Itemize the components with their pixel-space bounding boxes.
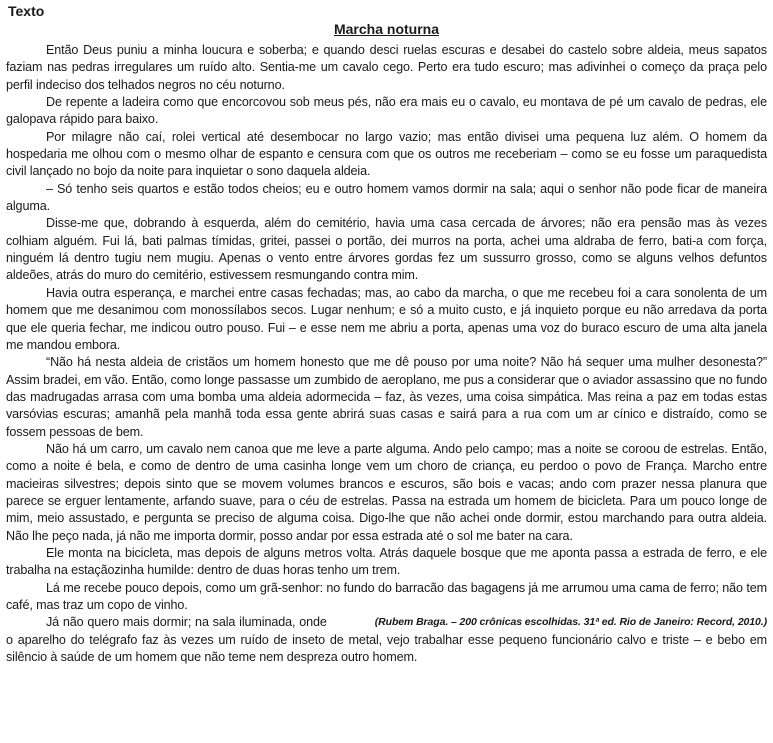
paragraph: Por milagre não caí, rolei vertical até desembocar no largo vazio; mas então divisei uma pequena luz além. O homem da hospedaria me olhou com o mesmo olhar de espanto e censura com que os outros me receberiam – como se eu fosse um paraquedista civil lançado no bojo da noite para inquietar o sono daquela aldeia. — [6, 129, 767, 179]
paragraph: Então Deus puniu a minha loucura e soberba; e quando desci ruelas escuras e desabei do castelo sobre aldeia, meus sapatos faziam nas pedras irregulares um ruído alto. Sentia-me um cavalo cego. Perto era tudo escuro; mas adivinhei o começo da praça pelo perfil indeciso dos telhados negros no céu noturno. — [6, 43, 767, 92]
paragraph-last — [6, 614, 767, 666]
paragraph: De repente a ladeira como que encorcovou sob meus pés, não era mais eu o cavalo, eu montava de pé um cavalo de pedras, ele galopava rápido para baixo. — [6, 95, 767, 127]
paragraph-last-text: Já não quero mais dormir; na sala iluminada, onde o aparelho do telégrafo faz às vezes um ruído de inseto de metal, vejo trabalhar esse pequeno funcionário calvo e triste – e bebo em silêncio à saúde de um homem que não teme nem despreza outro homem. — [6, 615, 767, 665]
paragraph: “Não há nesta aldeia de cristãos um homem honesto que me dê pouso por uma noite? Não há sequer uma mulher desonesta?” Assim bradei, em vão. Então, como longe passasse um zumbido de aeroplano, me pus a considerar que o aviador assassino que no fundo das madrugadas arrasa com uma bomba uma aldeia adormecida – faz, às vezes, uma coisa simpática. Mas reina a paz em todas estas varsóvias escuras; amanhã pela manhã toda essa gente abrirá suas casas e sairá para a rua com um ar cínico e distraído, como se fossem pessoas de bem. — [6, 355, 767, 439]
paragraph: Ele monta na bicicleta, mas depois de alguns metros volta. Atrás daquele bosque que me aponta passa a estrada de ferro, e ele trabalha na estaçãozinha humilde: dentro de duas horas tenho um trem. — [6, 545, 767, 578]
section-label: Texto — [8, 3, 45, 19]
paragraph: Não há um carro, um cavalo nem canoa que me leve a parte alguma. Ando pelo campo; mas a noite se coroou de estrelas. Então, como a noite é bela, e como de dentro de uma casinha longe vem um choro de criança, eu perdoo o povo de França. Marcho entre macieiras silvestres; depois sinto que se movem volumes brancos e escuros, são bois e vacas; ando com prazer nessa planura que parece se erguer lentamente, arfando suave, para o céu de estrelas. Passa na estrada um homem de bicicleta. Para um pouco longe de mim, meio assustado, e pergunta se preciso de alguma coisa. Digo-lhe que não achei onde dormir, estou marchando para outra aldeia. Não lhe peço nada, já não me importa dormir, posso andar por essa estrada até o sol me bater na cara. — [6, 441, 767, 543]
citation: (Rubem Braga. – 200 crônicas escolhidas. 31ª ed. Rio de Janeiro: Record, 2010.) — [374, 616, 767, 629]
paragraph: Disse-me que, dobrando à esquerda, além do cemitério, havia uma casa cercada de árvores; não era pensão mas às vezes colhiam alguém. Fui lá, bati palmas tímidas, gritei, passei o portão, dei murros na porta, achei uma aldraba de ferro, bati-a com força, ninguém lá dentro tugiu nem mugiu. Apenas o vento entre árvores gordas fez um sussurro grosso, como se alguns velhos defuntos aldeões, atrás do muro do cemitério, estivessem resmungando contra mim. — [6, 216, 767, 283]
paragraph: – Só tenho seis quartos e estão todos cheios; eu e outro homem vamos dormir na sala; aqui o senhor não pode ficar de maneira alguma. — [6, 181, 767, 214]
text-body — [6, 42, 767, 666]
paragraph: Lá me recebe pouco depois, como um grã-senhor: no fundo do barracão das bagagens já me arrumou uma cama de ferro; não tem café, mas traz um copo de vinho. — [6, 580, 767, 612]
text-title: Marcha noturna — [333, 21, 439, 37]
paragraph: Havia outra esperança, e marchei entre casas fechadas; mas, ao cabo da marcha, o que me recebeu foi a cara sonolenta de um homem que me desanimou com monossílabos secos. Lugar nenhum; e só a muito custo, e já inquieto porque eu não arredava da porta que ele queria fechar, me indicou outro pouso. Fui – e esse nem me abriu a porta, apenas uma voz do buraco escuro de uma alta janela me mandou embora. — [6, 285, 767, 352]
